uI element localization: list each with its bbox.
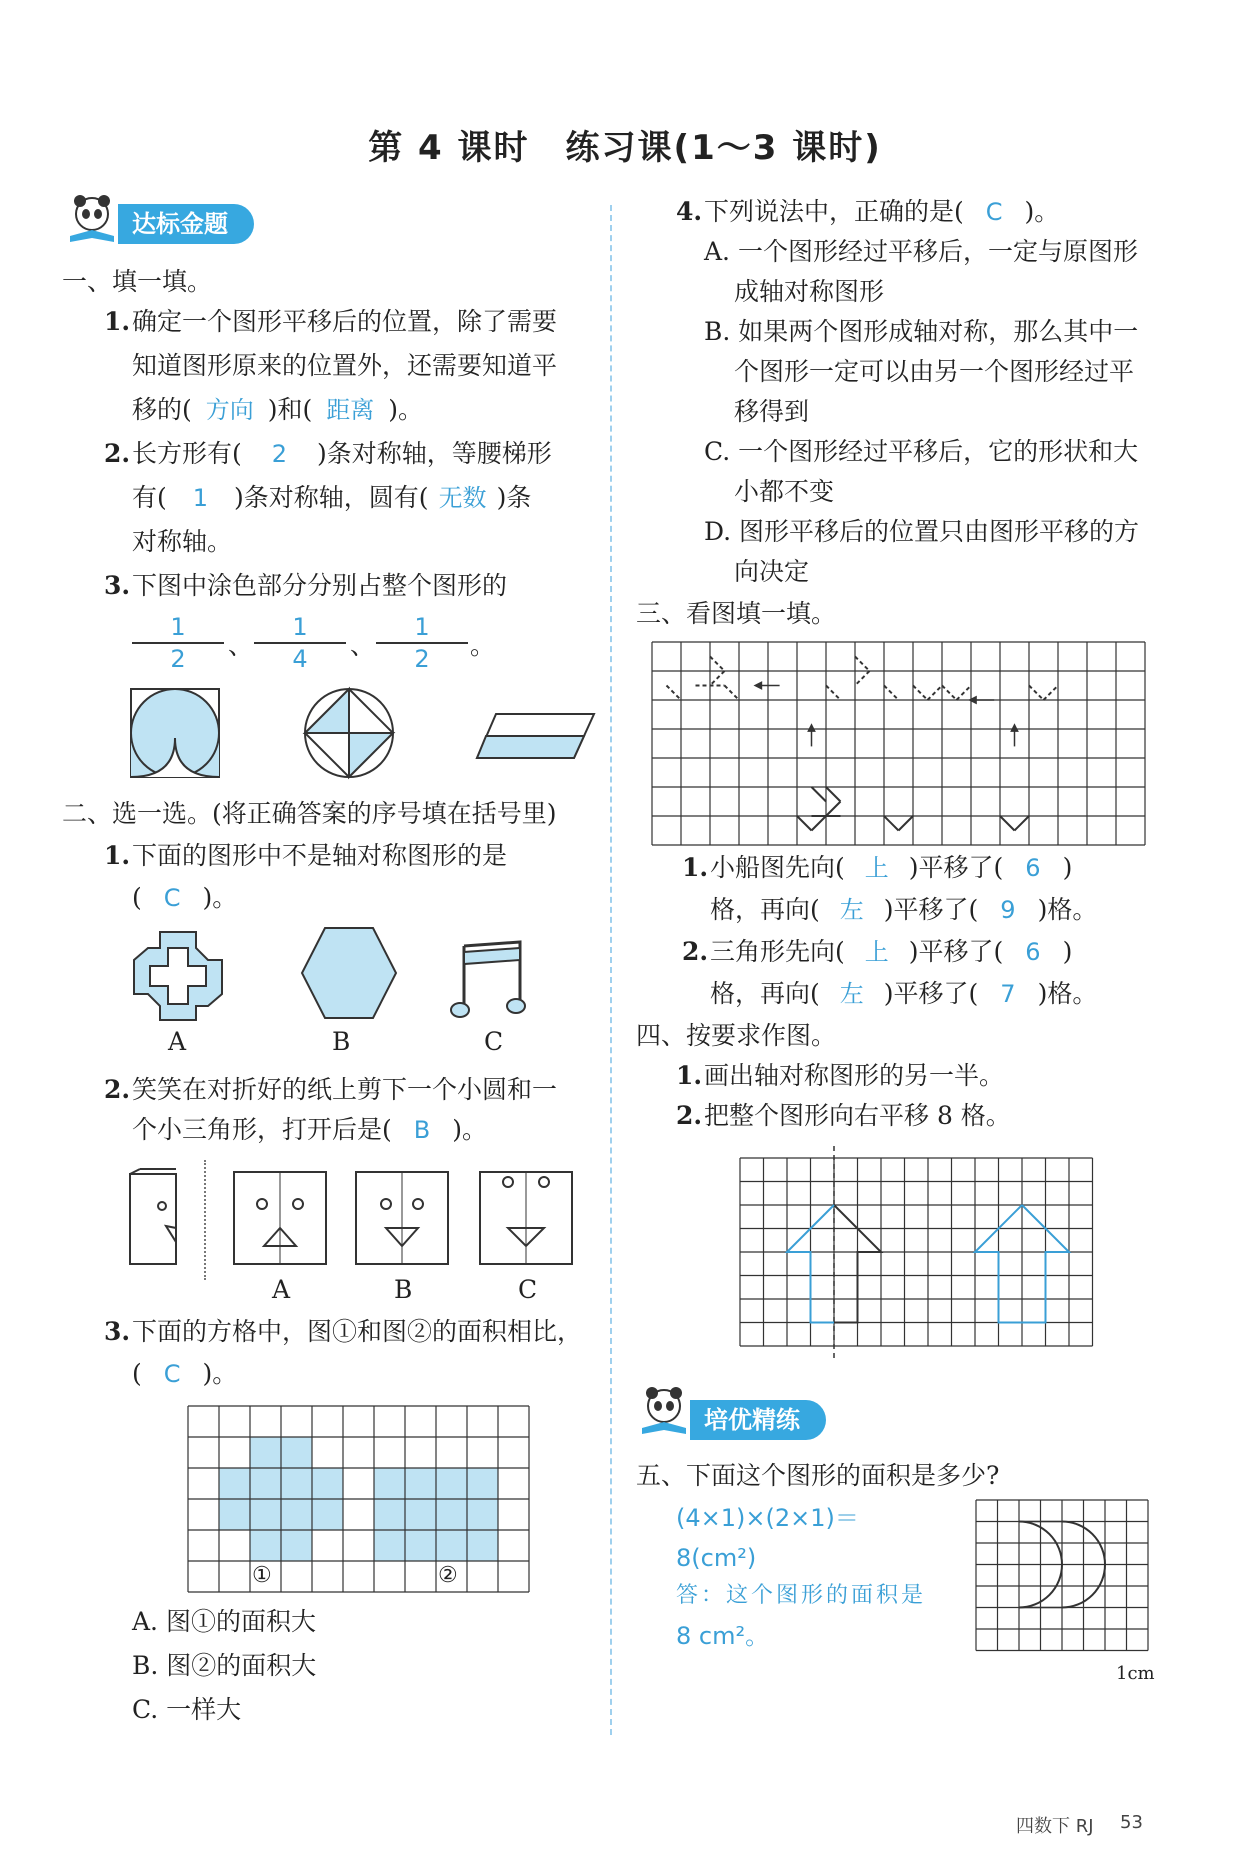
dashed-shape (826, 686, 841, 701)
q4-option-c2: 小都不变 (734, 477, 835, 506)
translation-grid (650, 640, 1158, 840)
arrow-left-icon (968, 696, 977, 705)
answer-blank: B (413, 1116, 431, 1144)
paper-label-b: B (394, 1275, 413, 1304)
work-line-2: 8(cm²) (676, 1544, 757, 1572)
page-title: 第 4 课时 练习课(1～3 课时) (368, 128, 882, 168)
q4-option-b3: 移得到 (734, 397, 810, 426)
dashed-shape (725, 686, 740, 701)
boat-shape (826, 787, 841, 802)
s3q1-line1: 小船图先向( 上 )平移了( 6 ) (710, 853, 1073, 882)
shaded-cell (219, 1499, 250, 1530)
arrow-left-icon (754, 681, 763, 690)
s2q1-line2: ( C )。 (132, 883, 238, 912)
work-line-4: 8 cm²。 (676, 1622, 770, 1650)
shaded-cell (436, 1530, 467, 1561)
fraction-3: 1 2 (376, 612, 468, 674)
s3q2-number: 2. (682, 937, 709, 966)
grid-label-2: ② (438, 1563, 458, 1588)
dashed-shape (928, 686, 943, 701)
shaded-cell (281, 1499, 312, 1530)
option-b-hexagon (300, 926, 398, 1020)
section5-heading: 五、下面这个图形的面积是多少? (636, 1461, 1000, 1490)
dashed-shape (957, 686, 972, 701)
s2q3-line2: ( C )。 (132, 1359, 238, 1388)
shaded-cell (405, 1530, 436, 1561)
triangle-shape (1015, 816, 1030, 831)
moon-area-grid (974, 1498, 1152, 1652)
s2q2-number: 2. (104, 1075, 131, 1104)
q1-line2: 知道图形原来的位置外，还需要知道平 (132, 351, 558, 380)
q4-option-d2: 向决定 (734, 557, 810, 586)
section2-heading: 二、选一选。(将正确答案的序号填在括号里) (62, 799, 557, 828)
shaded-cell (467, 1468, 498, 1499)
s2q3-option-a: A. 图①的面积大 (132, 1607, 316, 1636)
triangle-shape (884, 816, 899, 831)
q4-option-a2: 成轴对称图形 (734, 277, 885, 306)
answer-blank: 6 (1025, 854, 1041, 882)
shaded-cell (281, 1530, 312, 1561)
shaded-cell (405, 1499, 436, 1530)
q2-number: 2. (104, 439, 131, 468)
s4-item1-text: 画出轴对称图形的另一半。 (704, 1061, 1005, 1090)
option-a-paper (232, 1170, 328, 1266)
option-c-music-note (454, 940, 536, 1020)
s2q1-line1: 下面的图形中不是轴对称图形的是 (132, 841, 508, 870)
triangle-shape (899, 816, 914, 831)
shaded-cell (250, 1437, 281, 1468)
shaded-cell (436, 1468, 467, 1499)
option-a-cross-shape (130, 928, 226, 1024)
arrow-up-icon (807, 723, 816, 732)
fraction-1: 1 2 (132, 612, 224, 674)
s2q3-option-c: C. 一样大 (132, 1695, 242, 1724)
section3-heading: 三、看图填一填。 (636, 599, 837, 628)
shaded-cell (374, 1499, 405, 1530)
shaded-cell (467, 1530, 498, 1561)
shaded-cell (250, 1530, 281, 1561)
q1-number: 1. (104, 307, 131, 336)
panda-mascot-icon (636, 1384, 692, 1440)
dashed-shape (1044, 686, 1059, 701)
q1-line3: 移的( 方向 )和( 距离 )。 (132, 395, 424, 424)
square-with-circle-figure (130, 688, 220, 778)
shaded-cell (312, 1499, 343, 1530)
folded-paper-figure (128, 1168, 180, 1266)
q4-line1: 下列说法中，正确的是( C )。 (704, 197, 1060, 226)
dashed-shape (942, 686, 957, 701)
q2-line3: 对称轴。 (132, 527, 233, 556)
shaded-cell (219, 1468, 250, 1499)
s4-item2-number: 2. (676, 1101, 703, 1130)
s4-item1-number: 1. (676, 1061, 703, 1090)
section1-heading: 一、填一填。 (62, 267, 213, 296)
s3q1-line2: 格，再向( 左 )平移了( 9 )格。 (710, 895, 1098, 924)
dashed-shape (667, 686, 682, 701)
answer-blank: 左 (839, 896, 864, 924)
q2-line2: 有( 1 )条对称轴，圆有( 无数 )条 (132, 483, 532, 512)
area-comparison-grid (186, 1404, 528, 1590)
answer-blank: 2 (271, 440, 288, 468)
circle-with-square-figure (304, 688, 394, 778)
answer-blank: 上 (864, 854, 889, 882)
answer-blank: 无数 (438, 484, 487, 512)
q4-option-b1: B. 如果两个图形成轴对称，那么其中一 (704, 317, 1139, 346)
answer-blank: 6 (1025, 938, 1041, 966)
shaded-cell (467, 1499, 498, 1530)
dashed-shape (884, 686, 899, 701)
boat-shape (826, 802, 841, 817)
option-c-paper (478, 1170, 574, 1266)
option-label-a: A (168, 1027, 187, 1056)
shaded-cell (405, 1468, 436, 1499)
answer-blank: 距离 (326, 396, 375, 424)
option-label-b: B (332, 1027, 351, 1056)
answer-blank: 上 (864, 938, 889, 966)
triangle-shape (812, 816, 827, 831)
option-b-paper (354, 1170, 450, 1266)
column-divider (610, 205, 612, 1735)
shaded-cell (281, 1468, 312, 1499)
shaded-cell (374, 1530, 405, 1561)
work-line-1: (4×1)×(2×1)＝ (676, 1504, 859, 1532)
q4-option-d1: D. 图形平移后的位置只由图形平移的方 (704, 517, 1140, 546)
dashed-shape (913, 686, 928, 701)
triangle-shape (1000, 816, 1015, 831)
parallelogram-figure (476, 712, 596, 760)
badge-advanced: 培优精练 (690, 1400, 826, 1440)
work-line-3: 答：这个图形的面积是 (676, 1583, 927, 1608)
s2q2-line1: 笑笑在对折好的纸上剪下一个小圆和一 (132, 1075, 558, 1104)
q4-number: 4. (676, 197, 703, 226)
q2-line1: 长方形有( 2 )条对称轴，等腰梯形 (132, 439, 552, 468)
q4-option-a1: A. 一个图形经过平移后，一定与原图形 (704, 237, 1138, 266)
paper-label-a: A (272, 1275, 291, 1304)
answer-blank: 9 (1000, 896, 1016, 924)
answer-blank: 1 (192, 484, 209, 512)
triangle-shape (797, 816, 812, 831)
s2q3-line1: 下面的方格中，图①和图②的面积相比， (132, 1317, 583, 1346)
shaded-cell (281, 1437, 312, 1468)
page-number: 53 (1120, 1812, 1143, 1833)
s2q2-line2: 个小三角形，打开后是( B )。 (132, 1115, 487, 1144)
option-label-c: C (484, 1027, 504, 1056)
grid-label-1: ① (252, 1563, 272, 1588)
shaded-cell (250, 1468, 281, 1499)
shaded-cell (312, 1468, 343, 1499)
shaded-cell (374, 1468, 405, 1499)
q3-line1: 下图中涂色部分分别占整个图形的 (132, 571, 508, 600)
q3-number: 3. (104, 571, 131, 600)
shaded-cell (250, 1499, 281, 1530)
paper-label-c: C (518, 1275, 538, 1304)
s4-item2-text: 把整个图形向右平移 8 格。 (704, 1101, 1011, 1130)
section4-heading: 四、按要求作图。 (636, 1021, 837, 1050)
boat-shape (812, 787, 827, 802)
s3q2-line2: 格，再向( 左 )平移了( 7 )格。 (710, 979, 1098, 1008)
arrow-up-icon (1010, 723, 1019, 732)
answer-blank: C (163, 1360, 181, 1388)
answer-blank: C (163, 884, 181, 912)
answer-blank: 左 (839, 980, 864, 1008)
fraction-2: 1 4 (254, 612, 346, 674)
dashed-shape (855, 671, 870, 686)
s3q2-line1: 三角形先向( 上 )平移了( 6 ) (710, 937, 1073, 966)
panda-mascot-icon (64, 192, 120, 248)
drawing-grid (738, 1156, 1094, 1352)
dashed-shape (710, 671, 725, 686)
s2q3-option-b: B. 图②的面积大 (132, 1651, 317, 1680)
unit-label: 1cm (1116, 1663, 1155, 1684)
footer-book: 四数下 RJ (1016, 1816, 1094, 1837)
dashed-shape (1029, 686, 1044, 701)
dotted-divider (204, 1160, 206, 1280)
s3q1-number: 1. (682, 853, 709, 882)
dashed-shape (855, 657, 870, 672)
q4-option-b2: 个图形一定可以由另一个图形经过平 (734, 357, 1135, 386)
s2q1-number: 1. (104, 841, 131, 870)
answer-blank: 方向 (205, 396, 254, 424)
q4-option-c1: C. 一个图形经过平移后，它的形状和大 (704, 437, 1139, 466)
answer-blank: 7 (1000, 980, 1016, 1008)
shaded-cell (436, 1499, 467, 1530)
dashed-shape (710, 657, 725, 672)
q1-line1: 确定一个图形平移后的位置，除了需要 (132, 307, 558, 336)
s2q3-number: 3. (104, 1317, 131, 1346)
answer-blank: C (985, 198, 1003, 226)
badge-basic: 达标金题 (118, 204, 254, 244)
